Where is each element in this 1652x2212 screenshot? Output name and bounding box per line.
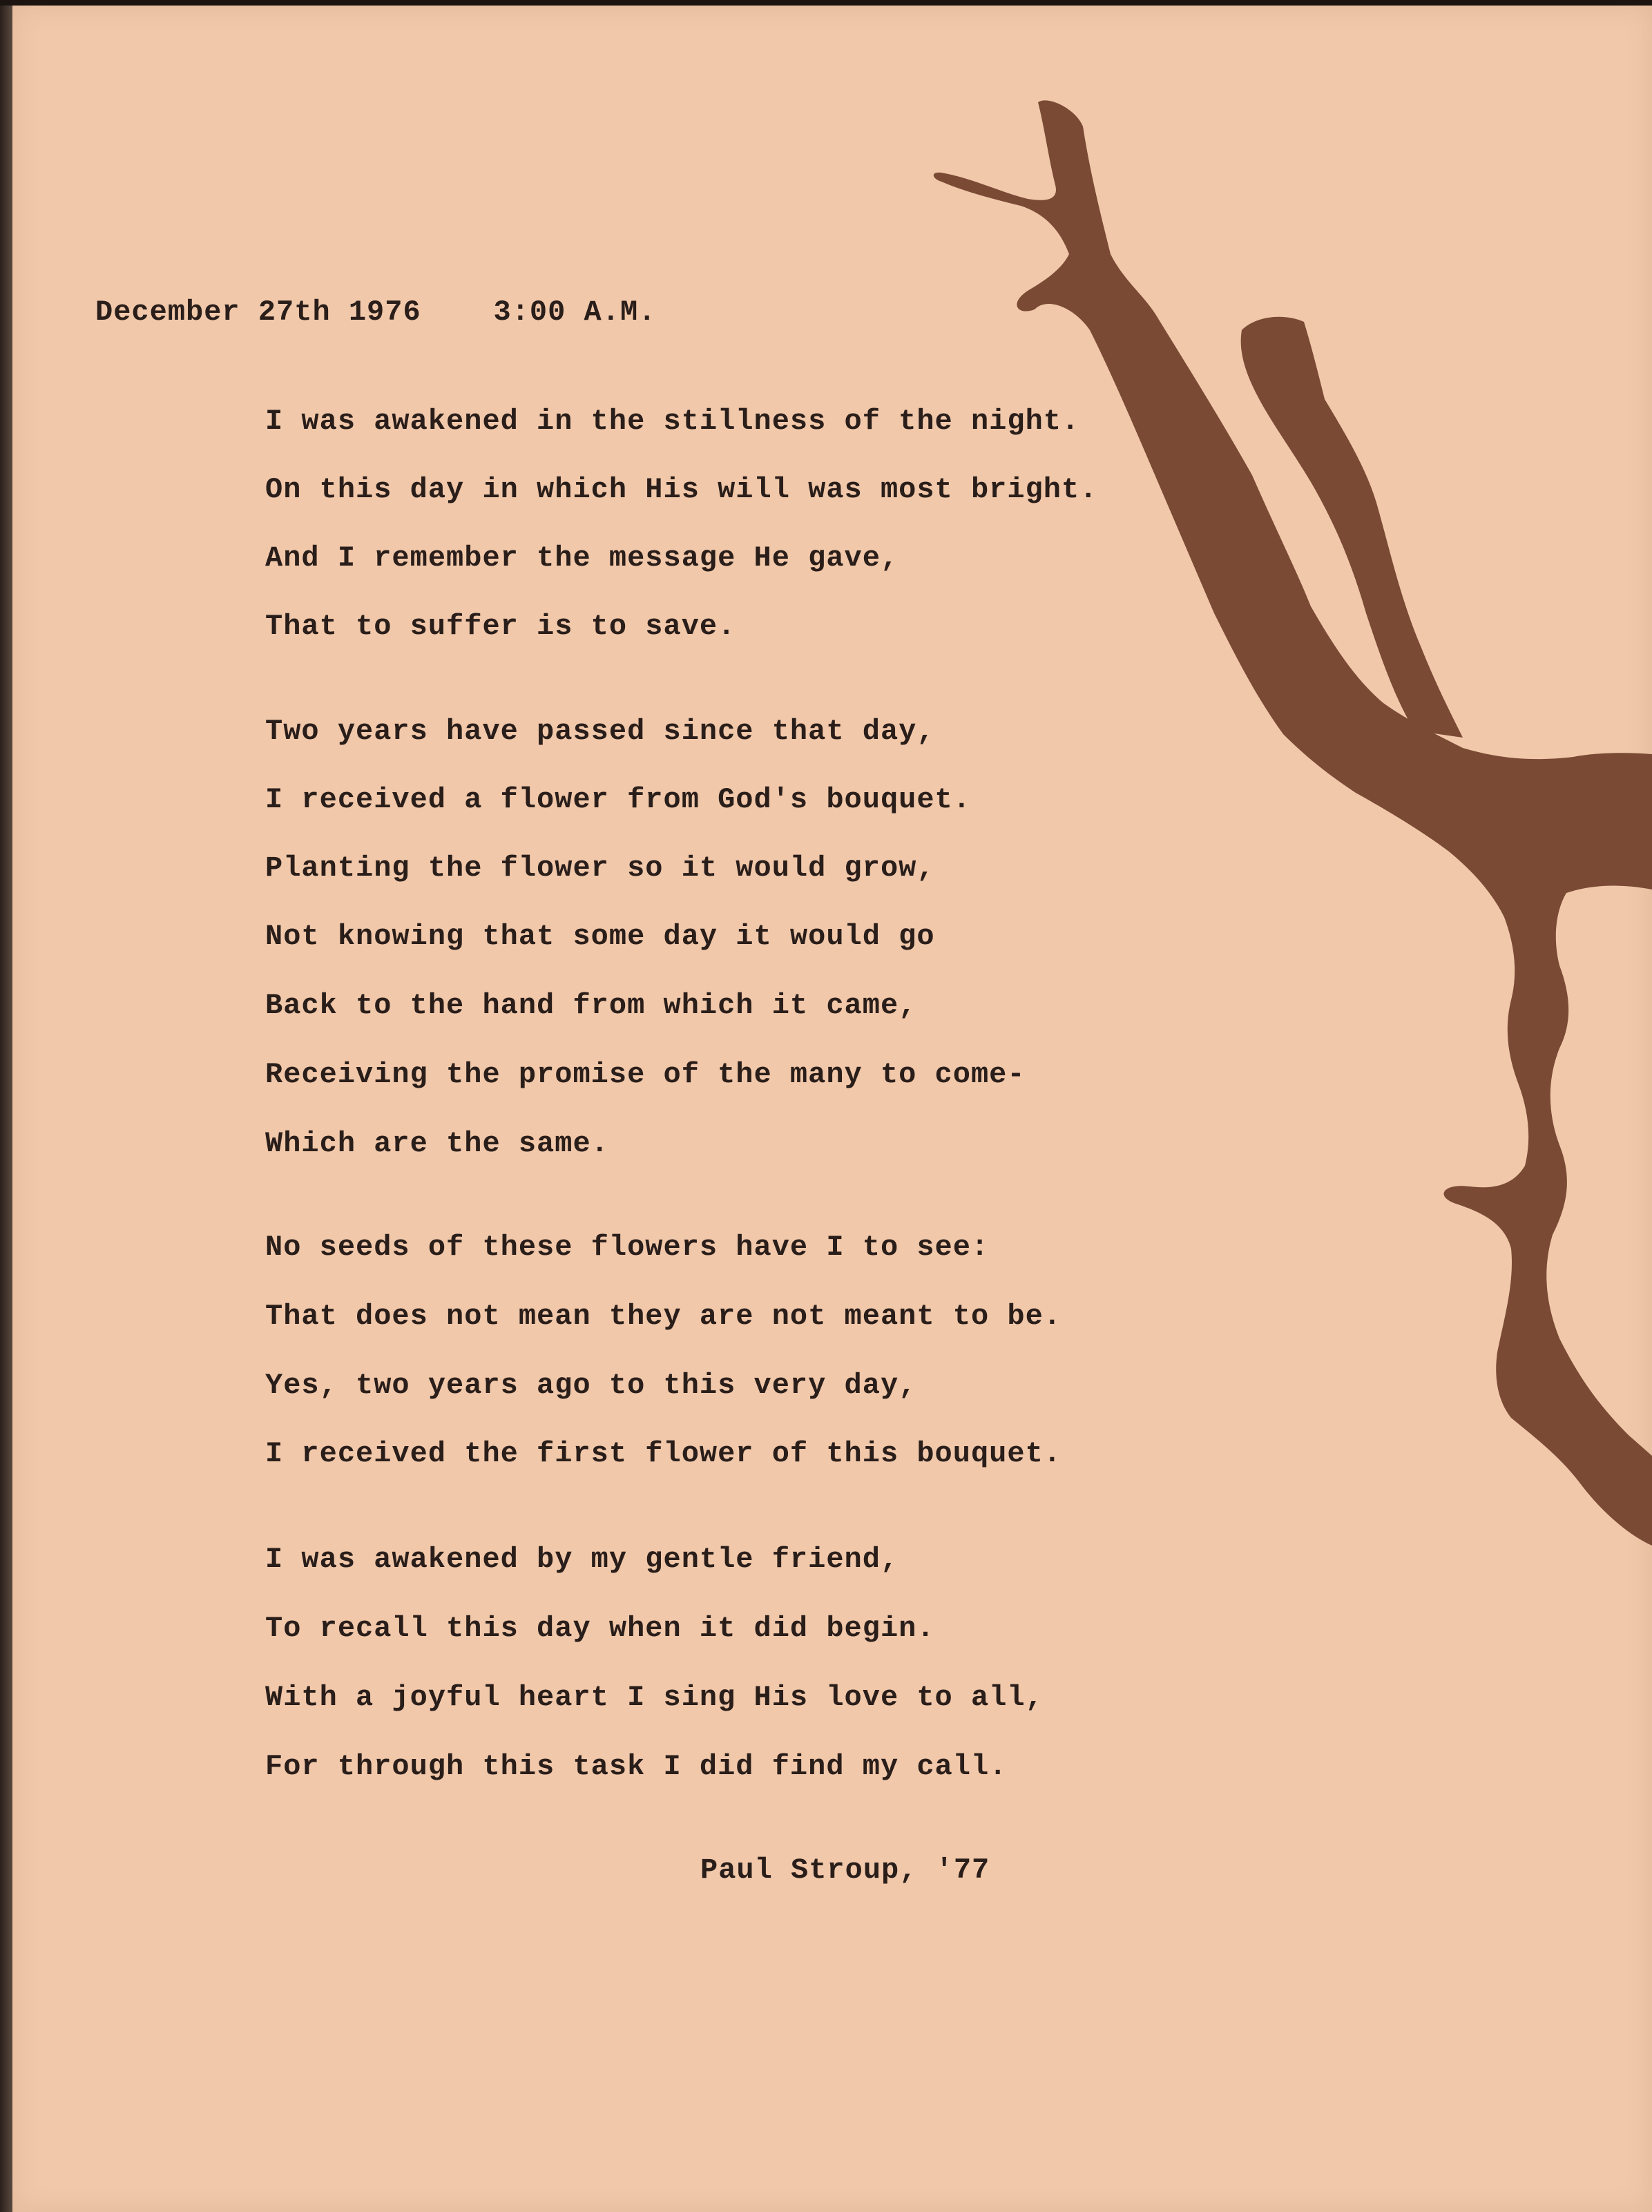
poem-line: Which are the same. (265, 1127, 609, 1160)
poem-line: I received the first flower of this bouquet. (265, 1437, 1062, 1470)
poem-line: Yes, two years ago to this very day, (265, 1369, 917, 1402)
poem-line: I was awakened in the stillness of the night. (265, 405, 1080, 438)
poem-line: That to suffer is to save. (265, 610, 736, 643)
author-signature: Paul Stroup, '77 (700, 1854, 990, 1887)
date-text: December 27th 1976 (95, 296, 421, 329)
poem-page (12, 6, 1652, 2212)
poem-line: And I remember the message He gave, (265, 541, 899, 575)
poem-line: With a joyful heart I sing His love to all, (265, 1681, 1044, 1714)
poem-line: For through this task I did find my call. (265, 1750, 1008, 1783)
poem-line: I received a flower from God's bouquet. (265, 783, 971, 816)
page-binding-edge (0, 6, 12, 2212)
date-heading (95, 296, 656, 329)
poem-line: That does not mean they are not meant to be. (265, 1300, 1062, 1333)
poem-line: Not knowing that some day it would go (265, 920, 935, 953)
poem-line: Two years have passed since that day, (265, 715, 935, 748)
poem-line: On this day in which His will was most bright. (265, 473, 1098, 506)
poem-line: Back to the hand from which it came, (265, 989, 917, 1022)
poem-line: Planting the flower so it would grow, (265, 852, 935, 885)
poem-line: Receiving the promise of the many to come- (265, 1058, 1026, 1091)
poem-line: No seeds of these flowers have I to see: (265, 1231, 990, 1264)
time-text: 3:00 A.M. (493, 296, 657, 329)
poem-line: To recall this day when it did begin. (265, 1612, 935, 1645)
poem-line: I was awakened by my gentle friend, (265, 1543, 899, 1576)
